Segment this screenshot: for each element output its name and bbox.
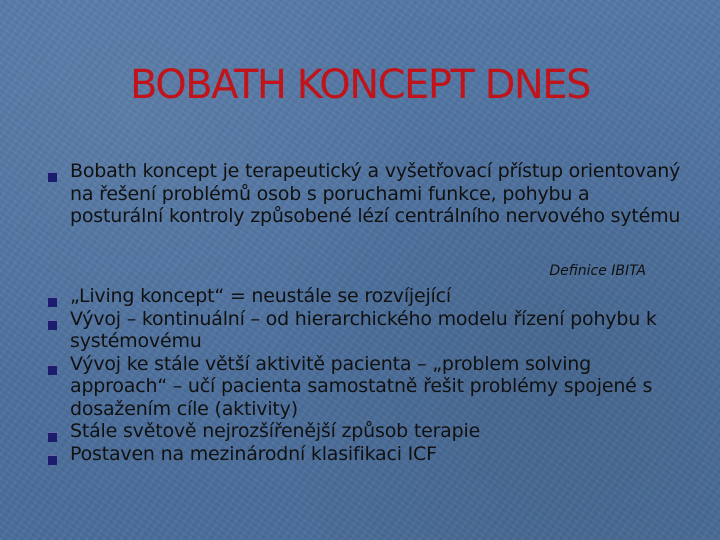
list-item (46, 353, 686, 421)
list-item (46, 420, 686, 443)
list-item-text: Vývoj ke stále větší aktivitě pacienta – „problem solving approach“ – učí pacienta samostatně řešit problémy spojené s dosažením cíle (aktivity) (70, 352, 653, 420)
definition-item (46, 160, 686, 228)
square-bullet-icon (48, 320, 57, 330)
list-item (46, 443, 686, 466)
square-bullet-icon (48, 365, 57, 375)
definition-text: Bobath koncept je terapeutický a vyšetřovací přístup orientovaný na řešení problémů osob s poruchami funkce, pohybu a posturální kontroly způsobené lézí centrálního nervového sytému (70, 160, 681, 227)
square-bullet-icon (48, 455, 57, 465)
square-bullet-icon (48, 432, 57, 442)
list-item-text: Stále světově nejrozšířenější způsob terapie (70, 420, 481, 442)
list-item-text: „Living koncept“ = neustále se rozvíjející (70, 285, 451, 307)
square-bullet-icon (48, 297, 57, 307)
list-item-text: Vývoj – kontinuální – od hierarchického modelu řízení pohybu k systémovému (70, 307, 657, 352)
list-item (46, 285, 686, 308)
list-item-text: Postaven na mezinárodní klasifikaci ICF (70, 442, 437, 465)
points-list (46, 285, 686, 465)
list-item (46, 308, 686, 353)
definition-source: Definice IBITA (549, 263, 646, 279)
slide-title: BOBATH KONCEPT DNES (130, 62, 590, 108)
definition-list (46, 160, 686, 228)
square-bullet-icon (48, 172, 57, 182)
